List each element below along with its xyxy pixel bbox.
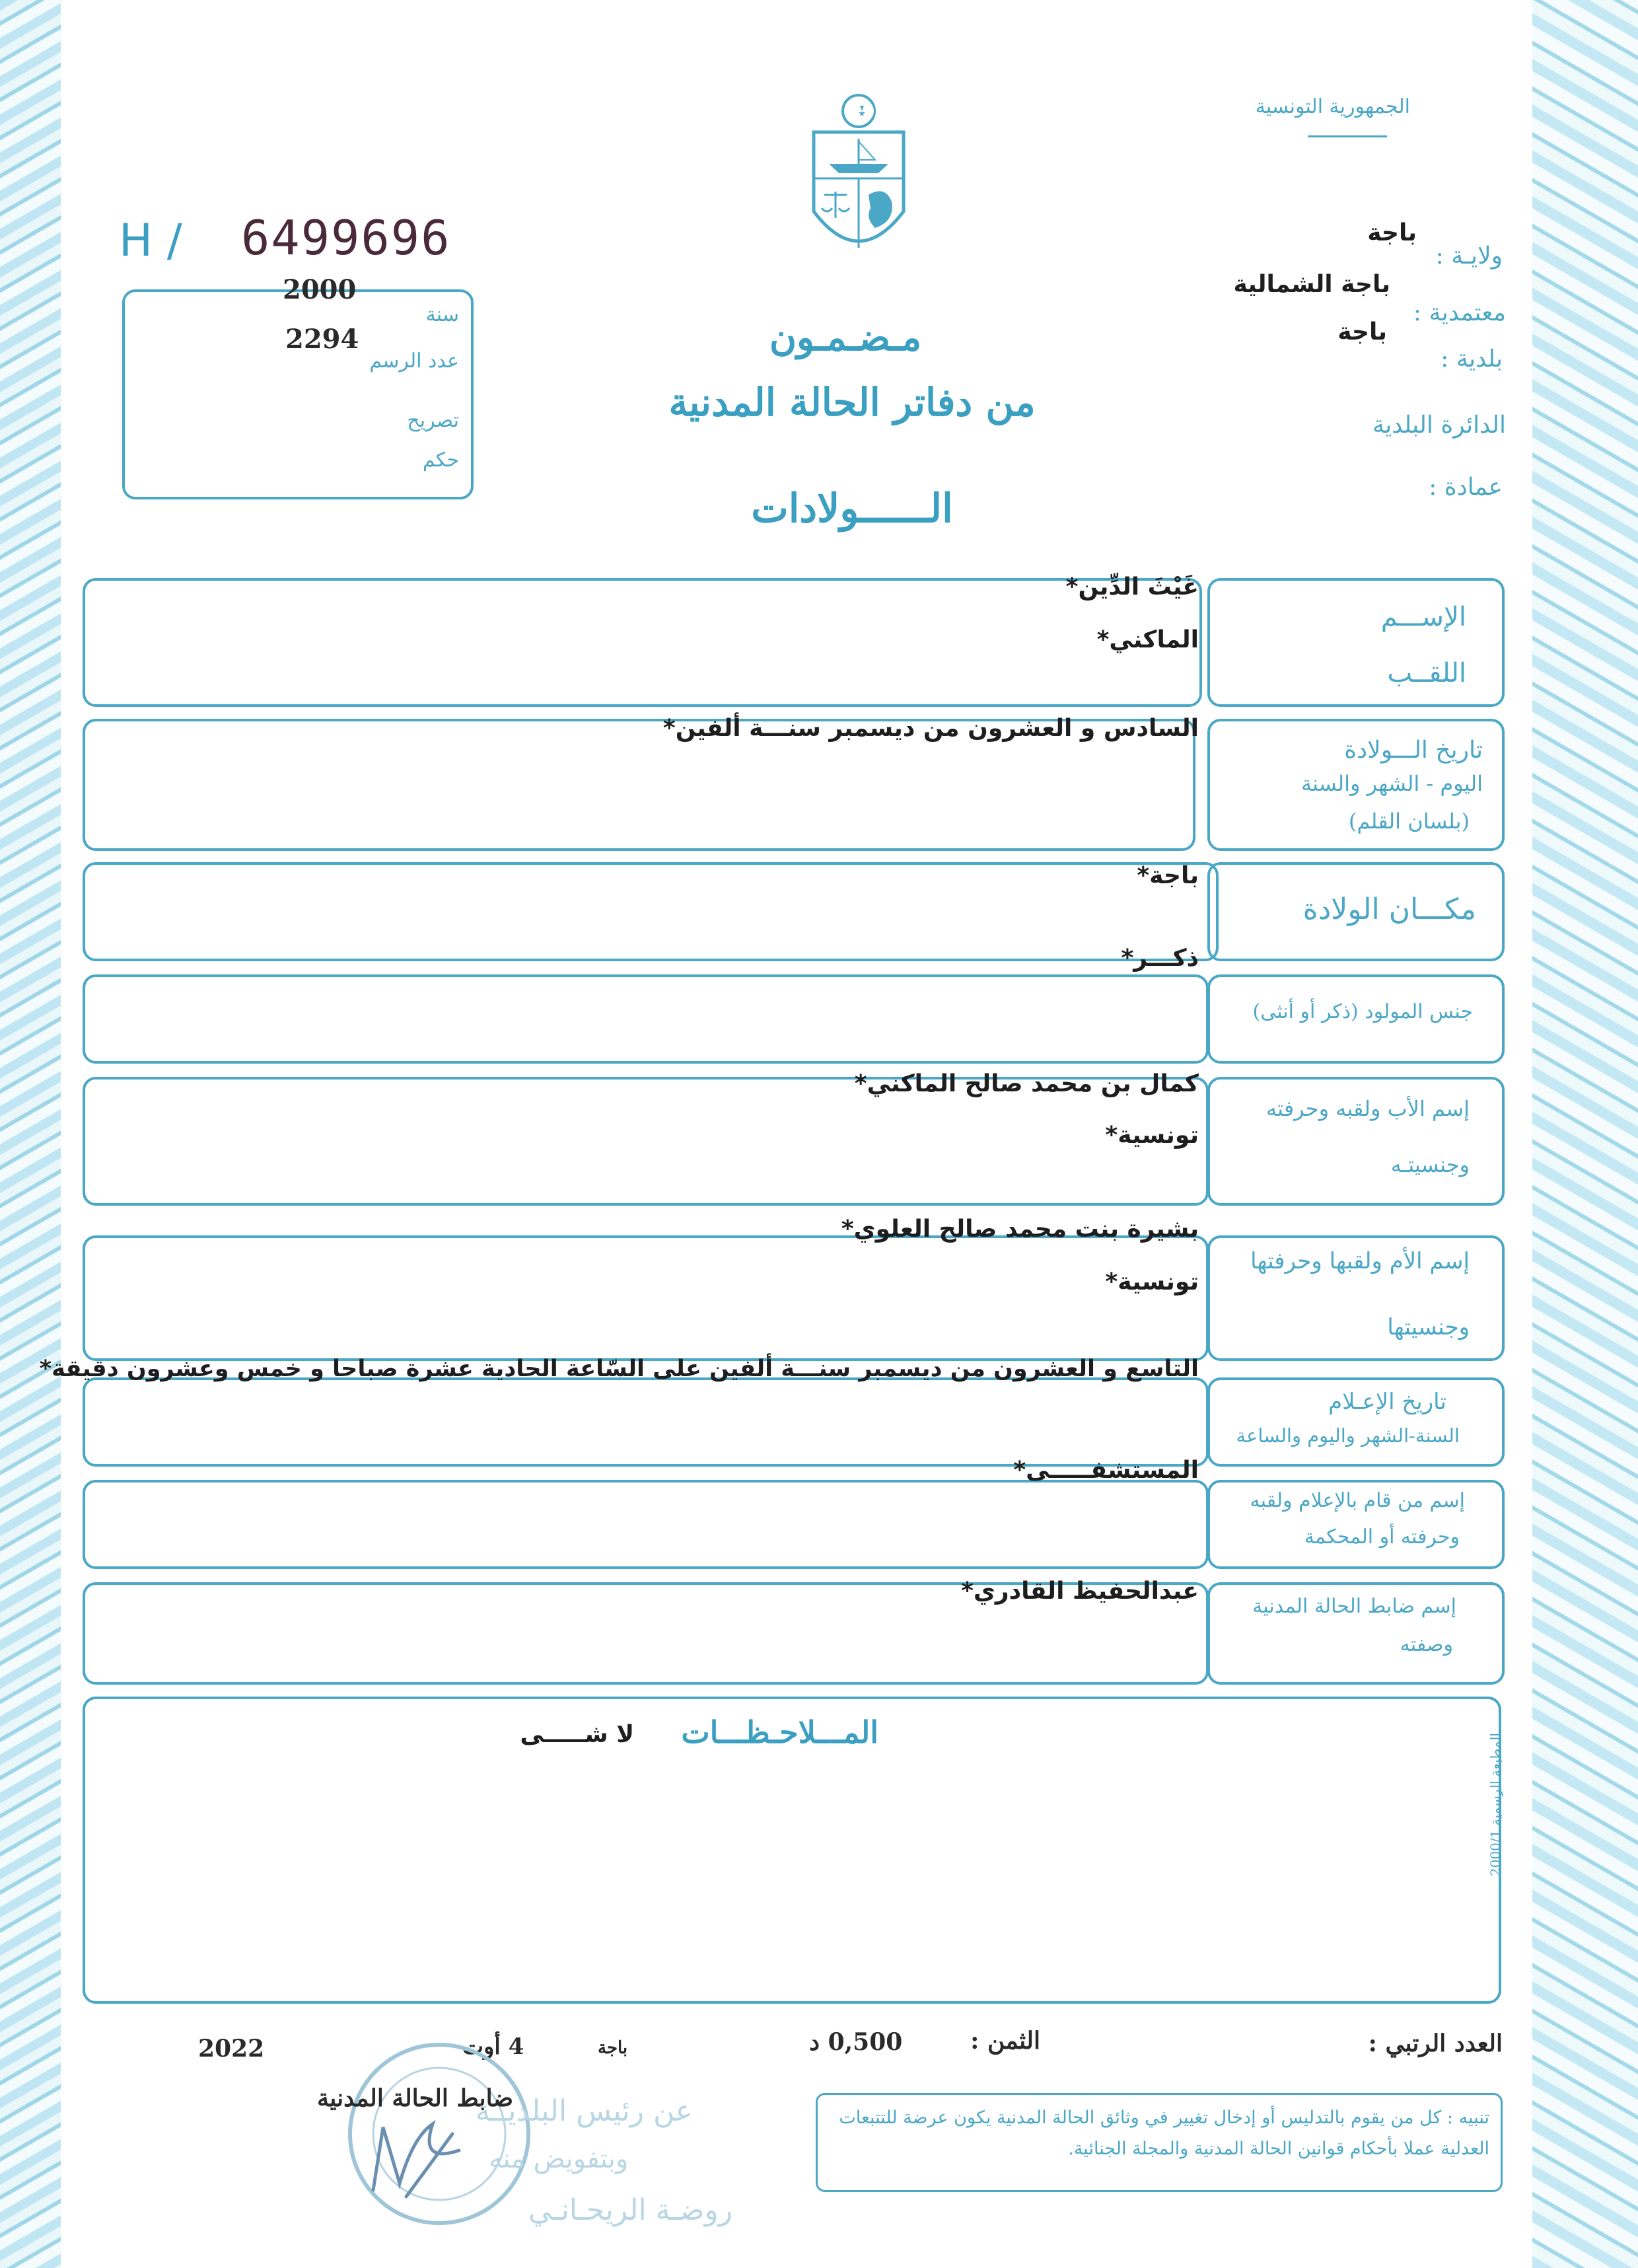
mootamadia-label: معتمدية : xyxy=(1413,299,1506,326)
officer-title: ضابط الحالة المدنية xyxy=(317,2084,514,2112)
issue-day-month: 4 أوت xyxy=(462,2033,524,2060)
birth-place-value: باجة* xyxy=(1137,862,1199,889)
register-judgment-label: حكم xyxy=(422,449,459,472)
wilaya-value: باجة xyxy=(1367,219,1417,246)
birth-date-value: السادس و العشرون من ديسمبر سنـــة ألفين* xyxy=(662,715,1199,742)
remarks-value: لا شـــــى xyxy=(520,1721,634,1748)
officer-sublabel: وصفته xyxy=(1400,1633,1453,1656)
declaration-date-value-box xyxy=(83,1377,1209,1467)
serial-prefix: H / xyxy=(119,215,182,267)
issue-year: 2022 xyxy=(198,2035,265,2063)
sex-label: جنس المولود (ذكر أو أنثى) xyxy=(1252,1000,1473,1023)
sex-value-box xyxy=(83,974,1209,1064)
serial-order-label: العدد الرتبي : xyxy=(1368,2030,1503,2057)
father-label: إسم الأب ولقبه وحرفته xyxy=(1266,1096,1470,1121)
father-nationality-value: تونسية* xyxy=(1105,1122,1199,1149)
baladia-label: بلدية : xyxy=(1441,346,1503,373)
register-number-value: 2294 xyxy=(285,324,359,355)
wilaya-label: ولايـة : xyxy=(1435,242,1503,270)
birth-date-words-label: (بلسان القلم) xyxy=(1348,809,1470,834)
sex-value: ذكـــر* xyxy=(1121,945,1199,972)
notice-text: تنبيه : كل من يقوم بالتدليس أو إدخال تغيير في وثائق الحالة المدنية يكون عرضة للتتبعات العدلية عملا بأحكام قوانين الحالة المدنية والمجلة الجنائية. xyxy=(839,2107,1489,2160)
officer-label: إسم ضابط الحالة المدنية xyxy=(1252,1595,1456,1618)
mother-nationality-label: وجنسيتها xyxy=(1387,1314,1470,1340)
stamp-line-1: عن رئيس البلديــة xyxy=(476,2094,693,2128)
mother-value-box xyxy=(83,1235,1209,1361)
birth-place-value-box xyxy=(83,862,1219,961)
register-box xyxy=(122,289,474,499)
serial-number: 6499696 xyxy=(241,210,451,266)
baladia-value: باجة xyxy=(1337,318,1387,346)
title-births: الــــــولادات xyxy=(751,486,953,532)
signature xyxy=(360,2111,479,2210)
stamp-line-2: وبتفويض منه xyxy=(489,2144,629,2174)
father-nationality-label: وجنسيتـه xyxy=(1390,1152,1470,1177)
declaration-date-value: التاسع و العشرون من ديسمبر سنـــة ألفين على السّاعة الحادية عشرة صباحا و خمس وعشرون دقيقة* xyxy=(39,1356,1199,1382)
stamp-line-3: روضـة الريحـانـي xyxy=(528,2193,732,2227)
declarant-label: إسم من قام بالإعلام ولقبه xyxy=(1250,1489,1465,1512)
mother-nationality-value: تونسية* xyxy=(1105,1268,1199,1296)
printer-mark: المطبعة الرسمية 2000/1 xyxy=(1487,1733,1503,1876)
birth-date-label: تاريخ الـــولادة xyxy=(1344,737,1483,764)
declaration-date-label: تاريخ الإعـلام xyxy=(1328,1389,1446,1415)
surname-value: الماكني* xyxy=(1096,626,1199,653)
register-year-label: سنة xyxy=(425,303,459,326)
republic-label: الجمهورية التونسية xyxy=(1255,95,1410,118)
declarant-sublabel: وحرفته أو المحكمة xyxy=(1304,1525,1460,1549)
first-name-value: غَيْثَ الدِّين* xyxy=(1065,573,1199,601)
surname-label: اللقــب xyxy=(1387,658,1466,688)
remarks-label: المـــلاحـظـــات xyxy=(681,1714,878,1750)
declarant-value: المستشفـــــى* xyxy=(1013,1457,1199,1484)
imada-label: عمادة : xyxy=(1429,474,1503,501)
father-value: كمال بن محمد صالح الماكني* xyxy=(854,1070,1199,1097)
register-number-label: عدد الرسم xyxy=(369,349,459,373)
birth-place-label: مكـــان الولادة xyxy=(1302,893,1476,926)
birth-date-sublabel: اليوم - الشهر والسنة xyxy=(1300,771,1483,796)
mother-label: إسم الأم ولقبها وحرفتها xyxy=(1250,1248,1470,1274)
security-border-left xyxy=(0,0,61,2268)
name-value-box xyxy=(83,578,1202,707)
security-border-right xyxy=(1532,0,1638,2268)
tunisia-emblem xyxy=(799,86,918,271)
first-name-label: الإســـم xyxy=(1380,602,1466,632)
issue-place: باجة xyxy=(598,2038,628,2058)
title-civil-registers: من دفاتر الحالة المدنية xyxy=(668,380,1036,425)
declaration-date-sublabel: السنة-الشهر واليوم والساعة xyxy=(1236,1424,1460,1447)
price-label: الثمن : xyxy=(970,2027,1040,2055)
daira-label: الدائرة البلدية xyxy=(1372,412,1506,439)
republic-underline xyxy=(1308,135,1387,137)
register-declaration-label: تصريح xyxy=(407,409,459,432)
register-year-value: 2000 xyxy=(283,274,357,305)
officer-value: عبدالحفيظ القادري* xyxy=(961,1578,1199,1605)
declarant-value-box xyxy=(83,1480,1209,1569)
title-extract: مـضـمـون xyxy=(769,316,922,359)
price-value: 0,500 د xyxy=(809,2028,903,2056)
mother-value: بشيرة بنت محمد صالح العلوي* xyxy=(841,1216,1199,1243)
mootamadia-value: باجة الشمالية xyxy=(1233,271,1390,298)
